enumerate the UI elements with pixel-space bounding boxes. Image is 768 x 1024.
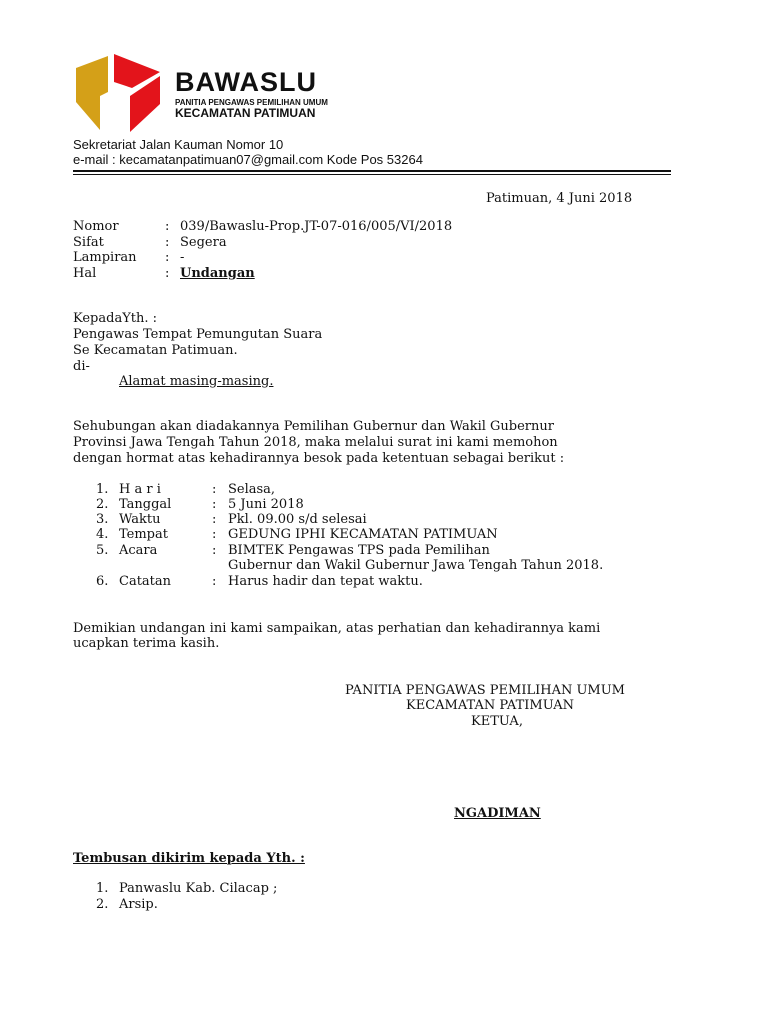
detail-sep: : [212,527,217,542]
signature-org-line: PANITIA PENGAWAS PEMILIHAN UMUM [345,683,625,698]
header-rule-thick [73,170,671,172]
recipient-line-5: Alamat masing-masing. [119,374,274,389]
detail-label: Acara [119,543,158,558]
date-line: Patimuan, 4 Juni 2018 [486,191,633,206]
detail-sep: : [212,543,217,558]
detail-sep: : [212,497,217,512]
detail-label: Tempat [119,527,168,542]
header-rule-thin [73,174,671,175]
meta-label-lampiran: Lampiran [73,250,137,265]
detail-num: 6. [96,574,109,589]
meta-label-hal: Hal [73,266,97,281]
recipient-line-2: Pengawas Tempat Pemungutan Suara [73,327,323,342]
detail-num: 5. [96,543,109,558]
cc-title: Tembusan dikirim kepada Yth. : [73,851,305,866]
detail-value: GEDUNG IPHI KECAMATAN PATIMUAN [228,527,498,542]
meta-sep: : [165,266,170,281]
detail-value: 5 Juni 2018 [228,497,304,512]
detail-value: BIMTEK Pengawas TPS pada Pemilihan [228,543,490,558]
detail-num: 1. [96,482,109,497]
signatory-name: NGADIMAN [454,806,541,821]
paragraph-2-line: ucapkan terima kasih. [73,636,220,651]
recipient-line-4: di- [73,359,90,374]
address-line: Sekretariat Jalan Kauman Nomor 10 [73,137,284,152]
meta-value-sifat: Segera [180,235,227,250]
detail-label: Tanggal [119,497,172,512]
detail-value: Harus hadir dan tepat waktu. [228,574,423,589]
signature-title: KETUA, [471,714,523,729]
detail-value: Selasa, [228,482,276,497]
meta-sep: : [165,219,170,234]
detail-num: 2. [96,497,109,512]
logo-gold-shape [76,56,108,130]
meta-value-nomor: 039/Bawaslu-Prop.JT-07-016/005/VI/2018 [180,219,453,234]
meta-value-lampiran: - [180,250,185,265]
org-subtitle: PANITIA PENGAWAS PEMILIHAN UMUM [175,98,328,107]
cc-item-num: 2. [96,897,109,912]
recipient-line-3: Se Kecamatan Patimuan. [73,343,238,358]
detail-sep: : [212,482,217,497]
cc-item: Arsip. [119,897,158,912]
detail-label: H a r i [119,482,161,497]
detail-label: Catatan [119,574,172,589]
meta-sep: : [165,250,170,265]
org-subtitle-2: KECAMATAN PATIMUAN [175,106,316,120]
recipient-line-1: KepadaYth. : [73,311,158,326]
signature-org-line-2: KECAMATAN PATIMUAN [406,698,575,713]
detail-value: Pkl. 09.00 s/d selesai [228,512,367,527]
meta-sep: : [165,235,170,250]
org-name: BAWASLU [175,67,317,97]
paragraph-1-line: dengan hormat atas kehadirannya besok pada ketentuan sebagai berikut : [73,451,565,466]
paragraph-1-line: Provinsi Jawa Tengah Tahun 2018, maka melalui surat ini kami memohon [73,435,558,450]
detail-label: Waktu [119,512,161,527]
cc-item: Panwaslu Kab. Cilacap ; [119,881,278,896]
detail-sep: : [212,512,217,527]
detail-value-continued: Gubernur dan Wakil Gubernur Jawa Tengah Tahun 2018. [228,558,604,573]
meta-label-sifat: Sifat [73,235,104,250]
cc-item-num: 1. [96,881,109,896]
meta-value-hal: Undangan [180,266,255,281]
meta-label-nomor: Nomor [73,219,119,234]
detail-num: 4. [96,527,109,542]
contact-line: e-mail : kecamatanpatimuan07@gmail.com Kode Pos 53264 [73,152,423,167]
detail-sep: : [212,574,217,589]
detail-num: 3. [96,512,109,527]
bawaslu-logo [70,52,166,138]
paragraph-1-line: Sehubungan akan diadakannya Pemilihan Gubernur dan Wakil Gubernur [73,419,554,434]
paragraph-2-line: Demikian undangan ini kami sampaikan, atas perhatian dan kehadirannya kami [73,621,601,636]
